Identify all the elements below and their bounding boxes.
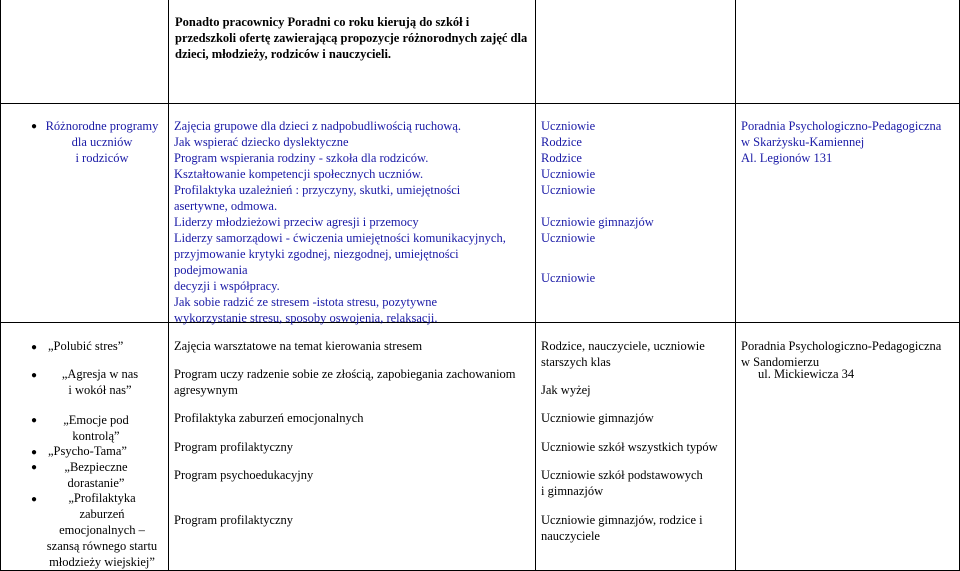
provider-line: Al. Legionów 131: [741, 151, 833, 165]
provider-line: w Sandomierzu: [741, 355, 820, 369]
provider-address: [741, 118, 941, 166]
topic-item: przyjmowanie krytyki zgodnej, niezgodnej, umiejętności: [174, 247, 459, 261]
audience-item: i gimnazjów: [541, 484, 604, 498]
audience-item: Uczniowie: [541, 231, 596, 245]
bullet-icon: ●: [31, 447, 38, 458]
audience-item: nauczyciele: [541, 529, 600, 543]
program-name: [40, 459, 152, 491]
bullet-icon: ●: [31, 462, 38, 473]
program-name: „Psycho-Tama”: [48, 444, 127, 458]
program-line: szansą równego startu: [46, 539, 158, 553]
topic-item: Program psychoedukacyjny: [174, 468, 314, 482]
topic-item: Kształtowanie kompetencji społecznych uczniów.: [174, 167, 424, 181]
topic-item: Profilaktyka zaburzeń emocjonalnych: [174, 411, 364, 425]
col-divider: [535, 0, 536, 571]
topic-item: asertywne, odmowa.: [174, 199, 278, 213]
topic-item: Jak wspierać dziecko dyslektyczne: [174, 135, 349, 149]
topic-item: podejmowania: [174, 263, 248, 277]
bullet-icon: ●: [31, 121, 38, 132]
audience-item: Uczniowie gimnazjów: [541, 411, 654, 425]
bullet-icon: ●: [31, 415, 38, 426]
program-line: emocjonalnych –: [59, 523, 145, 537]
topic-item: Liderzy młodzieżowi przeciw agresji i przemocy: [174, 215, 419, 229]
program-line: „Agresja w nas: [61, 367, 139, 381]
topic-item: wykorzystanie stresu, sposoby oswojenia, relaksacji.: [174, 311, 438, 325]
col-divider: [735, 0, 736, 571]
program-line: i wokół nas”: [68, 383, 132, 397]
program-line: dorastanie”: [67, 476, 125, 490]
program-name: [40, 412, 152, 444]
col-divider: [0, 0, 1, 571]
program-line: i rodziców: [75, 151, 129, 165]
topic-item: Profilaktyka uzależnień : przyczyny, skutki, umiejętności: [174, 183, 461, 197]
program-line: „Bezpieczne: [64, 460, 128, 474]
audience-item: Jak wyżej: [541, 383, 591, 397]
program-line: „Emocje pod: [63, 413, 129, 427]
audience-item: Uczniowie gimnazjów: [541, 215, 654, 229]
program-name: [40, 118, 164, 166]
intro-line: dzieci, młodzieży, rodziców i nauczycieli.: [175, 47, 392, 61]
topic-item: Program profilaktyczny: [174, 440, 294, 454]
topic-item: Program uczy radzenie sobie ze złością, zapobiegania zachowaniom: [174, 367, 516, 381]
provider-line: ul. Mickiewicza 34: [758, 367, 855, 381]
program-line: kontrolą”: [72, 429, 120, 443]
audience-item: Rodzice, nauczyciele, uczniowie: [541, 339, 705, 353]
program-name: „Polubić stres”: [48, 339, 124, 353]
program-line: młodzieży wiejskiej”: [49, 555, 155, 569]
audience-item: Uczniowie: [541, 167, 596, 181]
provider-line: Poradnia Psychologiczno-Pedagogiczna: [741, 119, 942, 133]
intro-line: Ponadto pracownicy Poradni co roku kierują do szkół i: [175, 15, 470, 29]
bullet-icon: ●: [31, 494, 38, 505]
audience-item: starszych klas: [541, 355, 611, 369]
col-divider: [168, 0, 169, 571]
topic-item: Program wspierania rodziny - szkoła dla rodziców.: [174, 151, 429, 165]
provider-line: w Skarżysku-Kamiennej: [741, 135, 865, 149]
audience-item: Uczniowie: [541, 119, 596, 133]
program-line: Różnorodne programy: [45, 119, 159, 133]
topic-item: Liderzy samorządowi - ćwiczenia umiejętności komunikacyjnych,: [174, 231, 506, 245]
audience-list: [541, 118, 654, 286]
topic-item: Program profilaktyczny: [174, 513, 294, 527]
program-name: [40, 490, 164, 570]
bullet-icon: ●: [31, 370, 38, 381]
provider-line: Poradnia Psychologiczno-Pedagogiczna: [741, 339, 942, 353]
program-line: dla uczniów: [71, 135, 133, 149]
audience-item: Uczniowie szkół podstawowych: [541, 468, 703, 482]
program-line: zaburzeń: [79, 507, 125, 521]
program-line: „Profilaktyka: [68, 491, 136, 505]
topic-item: decyzji i współpracy.: [174, 279, 280, 293]
topic-item: Zajęcia warsztatowe na temat kierowania stresem: [174, 339, 423, 353]
audience-item: Rodzice: [541, 135, 582, 149]
topic-list: [174, 118, 506, 326]
audience-item: Uczniowie gimnazjów, rodzice i: [541, 513, 703, 527]
intro-paragraph: [175, 14, 575, 62]
bullet-icon: ●: [31, 342, 38, 353]
intro-line: przedszkoli ofertę zawierającą propozycje różnorodnych zajęć dla: [175, 31, 528, 45]
audience-item: Uczniowie: [541, 271, 596, 285]
topic-item: Zajęcia grupowe dla dzieci z nadpobudliwością ruchową.: [174, 119, 462, 133]
audience-item: Uczniowie szkół wszystkich typów: [541, 440, 718, 454]
audience-item: Rodzice: [541, 151, 582, 165]
topic-item: agresywnym: [174, 383, 238, 397]
topic-item: Jak sobie radzić ze stresem -istota stresu, pozytywne: [174, 295, 438, 309]
audience-item: Uczniowie: [541, 183, 596, 197]
program-name: [40, 366, 160, 398]
row-divider: [0, 103, 960, 104]
